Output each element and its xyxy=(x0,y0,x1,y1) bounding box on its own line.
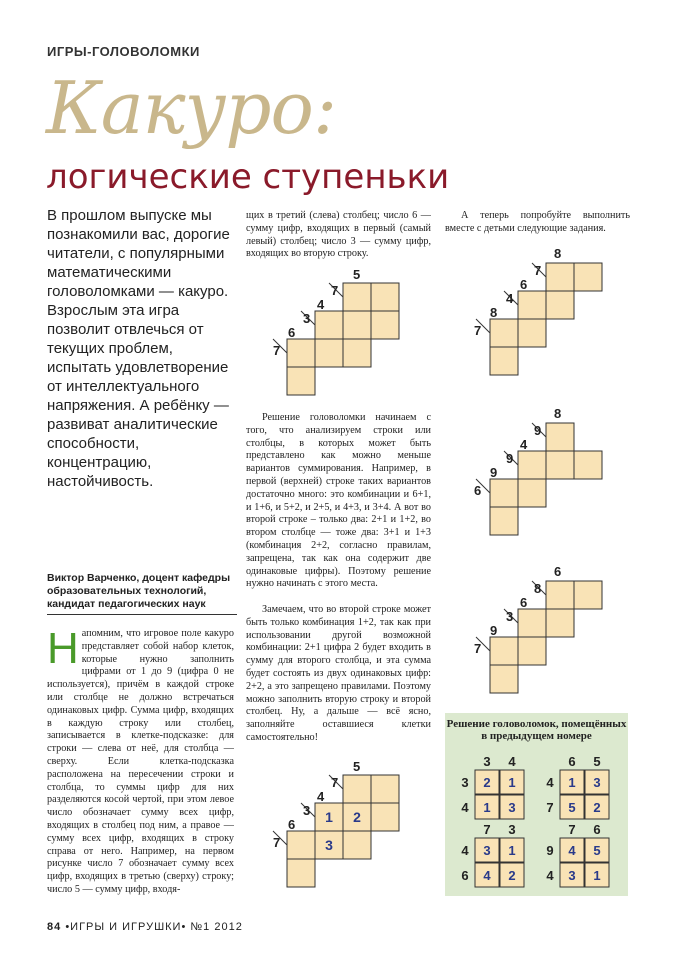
clue-number: 4 xyxy=(520,437,528,452)
clue-number: 7 xyxy=(474,641,482,656)
cell xyxy=(574,581,602,609)
cell xyxy=(490,319,518,347)
clue-number: 7 xyxy=(534,263,542,278)
cell xyxy=(287,831,315,859)
cell xyxy=(315,311,343,339)
row-clue: 9 xyxy=(546,843,554,858)
clue-number: 5 xyxy=(353,267,361,282)
solution-digit: 4 xyxy=(568,843,576,858)
column-3-intro: А теперь попробуйте выполнить вместе с детьми следующие задания. xyxy=(445,210,630,234)
cell xyxy=(287,859,315,887)
solution-digit: 1 xyxy=(508,843,516,858)
solution-digit: 1 xyxy=(325,809,333,825)
author-divider xyxy=(47,614,237,615)
column-2-paragraph-2: Замечаем, что во второй строке может быть только комбинация 1+2, так как при использовании другой возможной комбинации: 2+1 цифра 2 будет входить в сумму для второго столбца, и эта сумма будет состоять из двух одинаковых цифр: 2+2, а это запрещено правилами. Поэтому можно заполнить вторую строку и второй столбец. Ну, а дальше — всё ясно, заполняйте оставшиеся клетки самостоятельно! xyxy=(246,604,431,743)
clue-number: 6 xyxy=(474,483,482,498)
clue-number: 3 xyxy=(506,609,514,624)
solution-digit: 2 xyxy=(353,809,361,825)
cell xyxy=(287,339,315,367)
row-clue: 4 xyxy=(461,800,469,815)
row-clue: 4 xyxy=(546,868,554,883)
col-clue: 4 xyxy=(508,754,516,769)
solutions-title: Решение головоломок, помещённых в предыдущем номере xyxy=(446,718,627,742)
solution-digit: 2 xyxy=(593,800,601,815)
cell xyxy=(490,507,518,535)
cell xyxy=(518,319,546,347)
solution-grid xyxy=(461,822,524,887)
cell xyxy=(315,339,343,367)
cell xyxy=(371,775,399,803)
column-2-top: щих в третий (слева) столбец; число 6 — сумму цифр, входящих в первый (самый левый) столбец; число 3 — сумму цифр, входящих во вторую строку. xyxy=(246,210,431,260)
solution-digit: 1 xyxy=(508,775,516,790)
solution-digit: 1 xyxy=(568,775,576,790)
kakuro-example-puzzle xyxy=(268,266,408,402)
magazine-name: •ИГРЫ И ИГРУШКИ• xyxy=(65,921,187,933)
clue-number: 5 xyxy=(353,759,361,774)
cell xyxy=(518,291,546,319)
clue-number: 4 xyxy=(317,297,325,312)
clue-number: 6 xyxy=(288,325,296,340)
cell xyxy=(546,451,574,479)
row-clue: 4 xyxy=(546,775,554,790)
col-clue: 6 xyxy=(568,754,576,769)
cell xyxy=(546,581,574,609)
cell xyxy=(518,451,546,479)
solution-digit: 5 xyxy=(568,800,576,815)
col-clue: 3 xyxy=(508,822,516,837)
col-clue: 6 xyxy=(593,822,601,837)
solution-digit: 3 xyxy=(483,843,491,858)
lead-paragraph: В прошлом выпуске мы познакомили вас, дорогие читатели, с популярными математическими головоломками — какуро. Взрослым эта игра позволит отвлечься от текущих проблем, испытать удовлетворение от интеллектуального напряжения. А ребёнку — развиват аналитические способности, концентрацию, настойчивость. xyxy=(47,207,230,490)
cell xyxy=(287,367,315,395)
cell xyxy=(574,451,602,479)
cell xyxy=(343,775,371,803)
drop-cap: Н xyxy=(47,624,79,673)
cell xyxy=(490,665,518,693)
solution-digit: 3 xyxy=(568,868,576,883)
clue-number: 7 xyxy=(474,323,482,338)
clue-number: 9 xyxy=(490,623,498,638)
cell xyxy=(546,609,574,637)
clue-number: 8 xyxy=(554,406,562,421)
col-clue: 3 xyxy=(483,754,491,769)
cell xyxy=(343,311,371,339)
column-1-body: апомним, что игровое поле какуро представляет собой набор клеток, которые нужно заполнить цифрами от 1 до 9 (цифра 0 не используется), причём в каждой строке или столбце не должно встречаться одинаковых цифр. Сумма цифр, входящих в каждую строку или столбец, записывается в клетке-подсказке: для строки — слева от неё, для столбца — сверху. Если клетка-подсказка расположена на пересечении строки и столбца, то суммы цифр для них разделяются косой чертой, при этом левое число обозначает сумму всех цифр, входящих в столбец под ним, а правое — сумму всех цифр, входящих в строку справа от него. Например, на первом рисунке число 7 обозначает сумму всех цифр, входящих в третью (сверху) строку; число 5 — сумму цифр, входя- xyxy=(47,628,234,895)
clue-number: 4 xyxy=(506,291,514,306)
clue-number: 4 xyxy=(317,789,325,804)
cell xyxy=(546,291,574,319)
cell xyxy=(546,263,574,291)
page-footer xyxy=(47,921,243,933)
cell xyxy=(518,479,546,507)
cell xyxy=(371,803,399,831)
section-rubric: ИГРЫ-ГОЛОВОЛОМКИ xyxy=(47,44,200,59)
clue-number: 3 xyxy=(303,803,311,818)
solution-digit: 2 xyxy=(483,775,491,790)
solution-digit: 5 xyxy=(593,843,601,858)
row-clue: 3 xyxy=(461,775,469,790)
kakuro-task-puzzle-2 xyxy=(468,404,613,552)
clue-number: 8 xyxy=(554,246,562,261)
clue-number: 7 xyxy=(331,775,339,790)
cell xyxy=(490,479,518,507)
clue-number: 7 xyxy=(273,835,281,850)
kakuro-task-puzzle-3 xyxy=(468,562,613,710)
clue-number: 7 xyxy=(273,343,281,358)
clue-number: 9 xyxy=(506,451,514,466)
title-subtitle: логические ступеньки xyxy=(46,157,450,197)
solution-digit: 2 xyxy=(508,868,516,883)
cell xyxy=(371,283,399,311)
cell xyxy=(343,339,371,367)
cell xyxy=(518,637,546,665)
row-clue: 7 xyxy=(546,800,554,815)
clue-number: 6 xyxy=(554,564,562,579)
clue-number: 8 xyxy=(534,581,542,596)
cell xyxy=(490,637,518,665)
cell xyxy=(343,831,371,859)
solution-digit: 1 xyxy=(593,868,601,883)
clue-number: 9 xyxy=(490,465,498,480)
cell xyxy=(343,283,371,311)
solution-grid xyxy=(546,822,609,887)
solution-grid xyxy=(461,754,524,819)
clue-number: 6 xyxy=(288,817,296,832)
author-byline: Виктор Варченко, доцент кафедры образовательных технологий, кандидат педагогических наук xyxy=(47,572,231,610)
clue-number: 6 xyxy=(520,595,528,610)
row-clue: 6 xyxy=(461,868,469,883)
solution-digit: 3 xyxy=(508,800,516,815)
clue-number: 6 xyxy=(520,277,528,292)
cell xyxy=(371,311,399,339)
solution-digit: 3 xyxy=(593,775,601,790)
kakuro-task-puzzle-1 xyxy=(468,244,613,392)
clue-number: 8 xyxy=(490,305,498,320)
solutions-grids xyxy=(455,754,620,890)
page-number: 84 xyxy=(47,921,62,933)
row-clue: 4 xyxy=(461,843,469,858)
clue-number: 3 xyxy=(303,311,311,326)
cell xyxy=(546,423,574,451)
column-2-paragraph-1: Решение головоломки начинаем с того, что анализируем строки или столбцы, в которых может быть представлено как можно меньше вариантов суммирования. Например, в первой (верхней) строке таких вариантов достаточно много: это комбинации и 6+1, и 1+6, и 5+2, и 2+5, и 4+3, и 3+4. А вот во второй строке – только два: 2+1 и 1+2, во втором столбце — тоже два: 3+1 и 1+3 (комбинация 2+2, согласно правилам, запрещена, так как она содержит две одинаковые цифры). Поэтому решение нужно начинать с этого места. xyxy=(246,412,431,590)
solution-grid xyxy=(546,754,609,819)
clue-number: 7 xyxy=(331,283,339,298)
issue-number: №1 2012 xyxy=(190,921,243,933)
col-clue: 5 xyxy=(593,754,601,769)
title-script: Какуро: xyxy=(46,66,337,150)
col-clue: 7 xyxy=(483,822,491,837)
solution-digit: 1 xyxy=(483,800,491,815)
solution-digit: 3 xyxy=(325,837,333,853)
solution-digit: 4 xyxy=(483,868,491,883)
clue-number: 9 xyxy=(534,423,542,438)
cell xyxy=(574,263,602,291)
col-clue: 7 xyxy=(568,822,576,837)
column-1-text xyxy=(47,624,234,897)
kakuro-solved-puzzle xyxy=(268,758,408,894)
cell xyxy=(518,609,546,637)
cell xyxy=(490,347,518,375)
